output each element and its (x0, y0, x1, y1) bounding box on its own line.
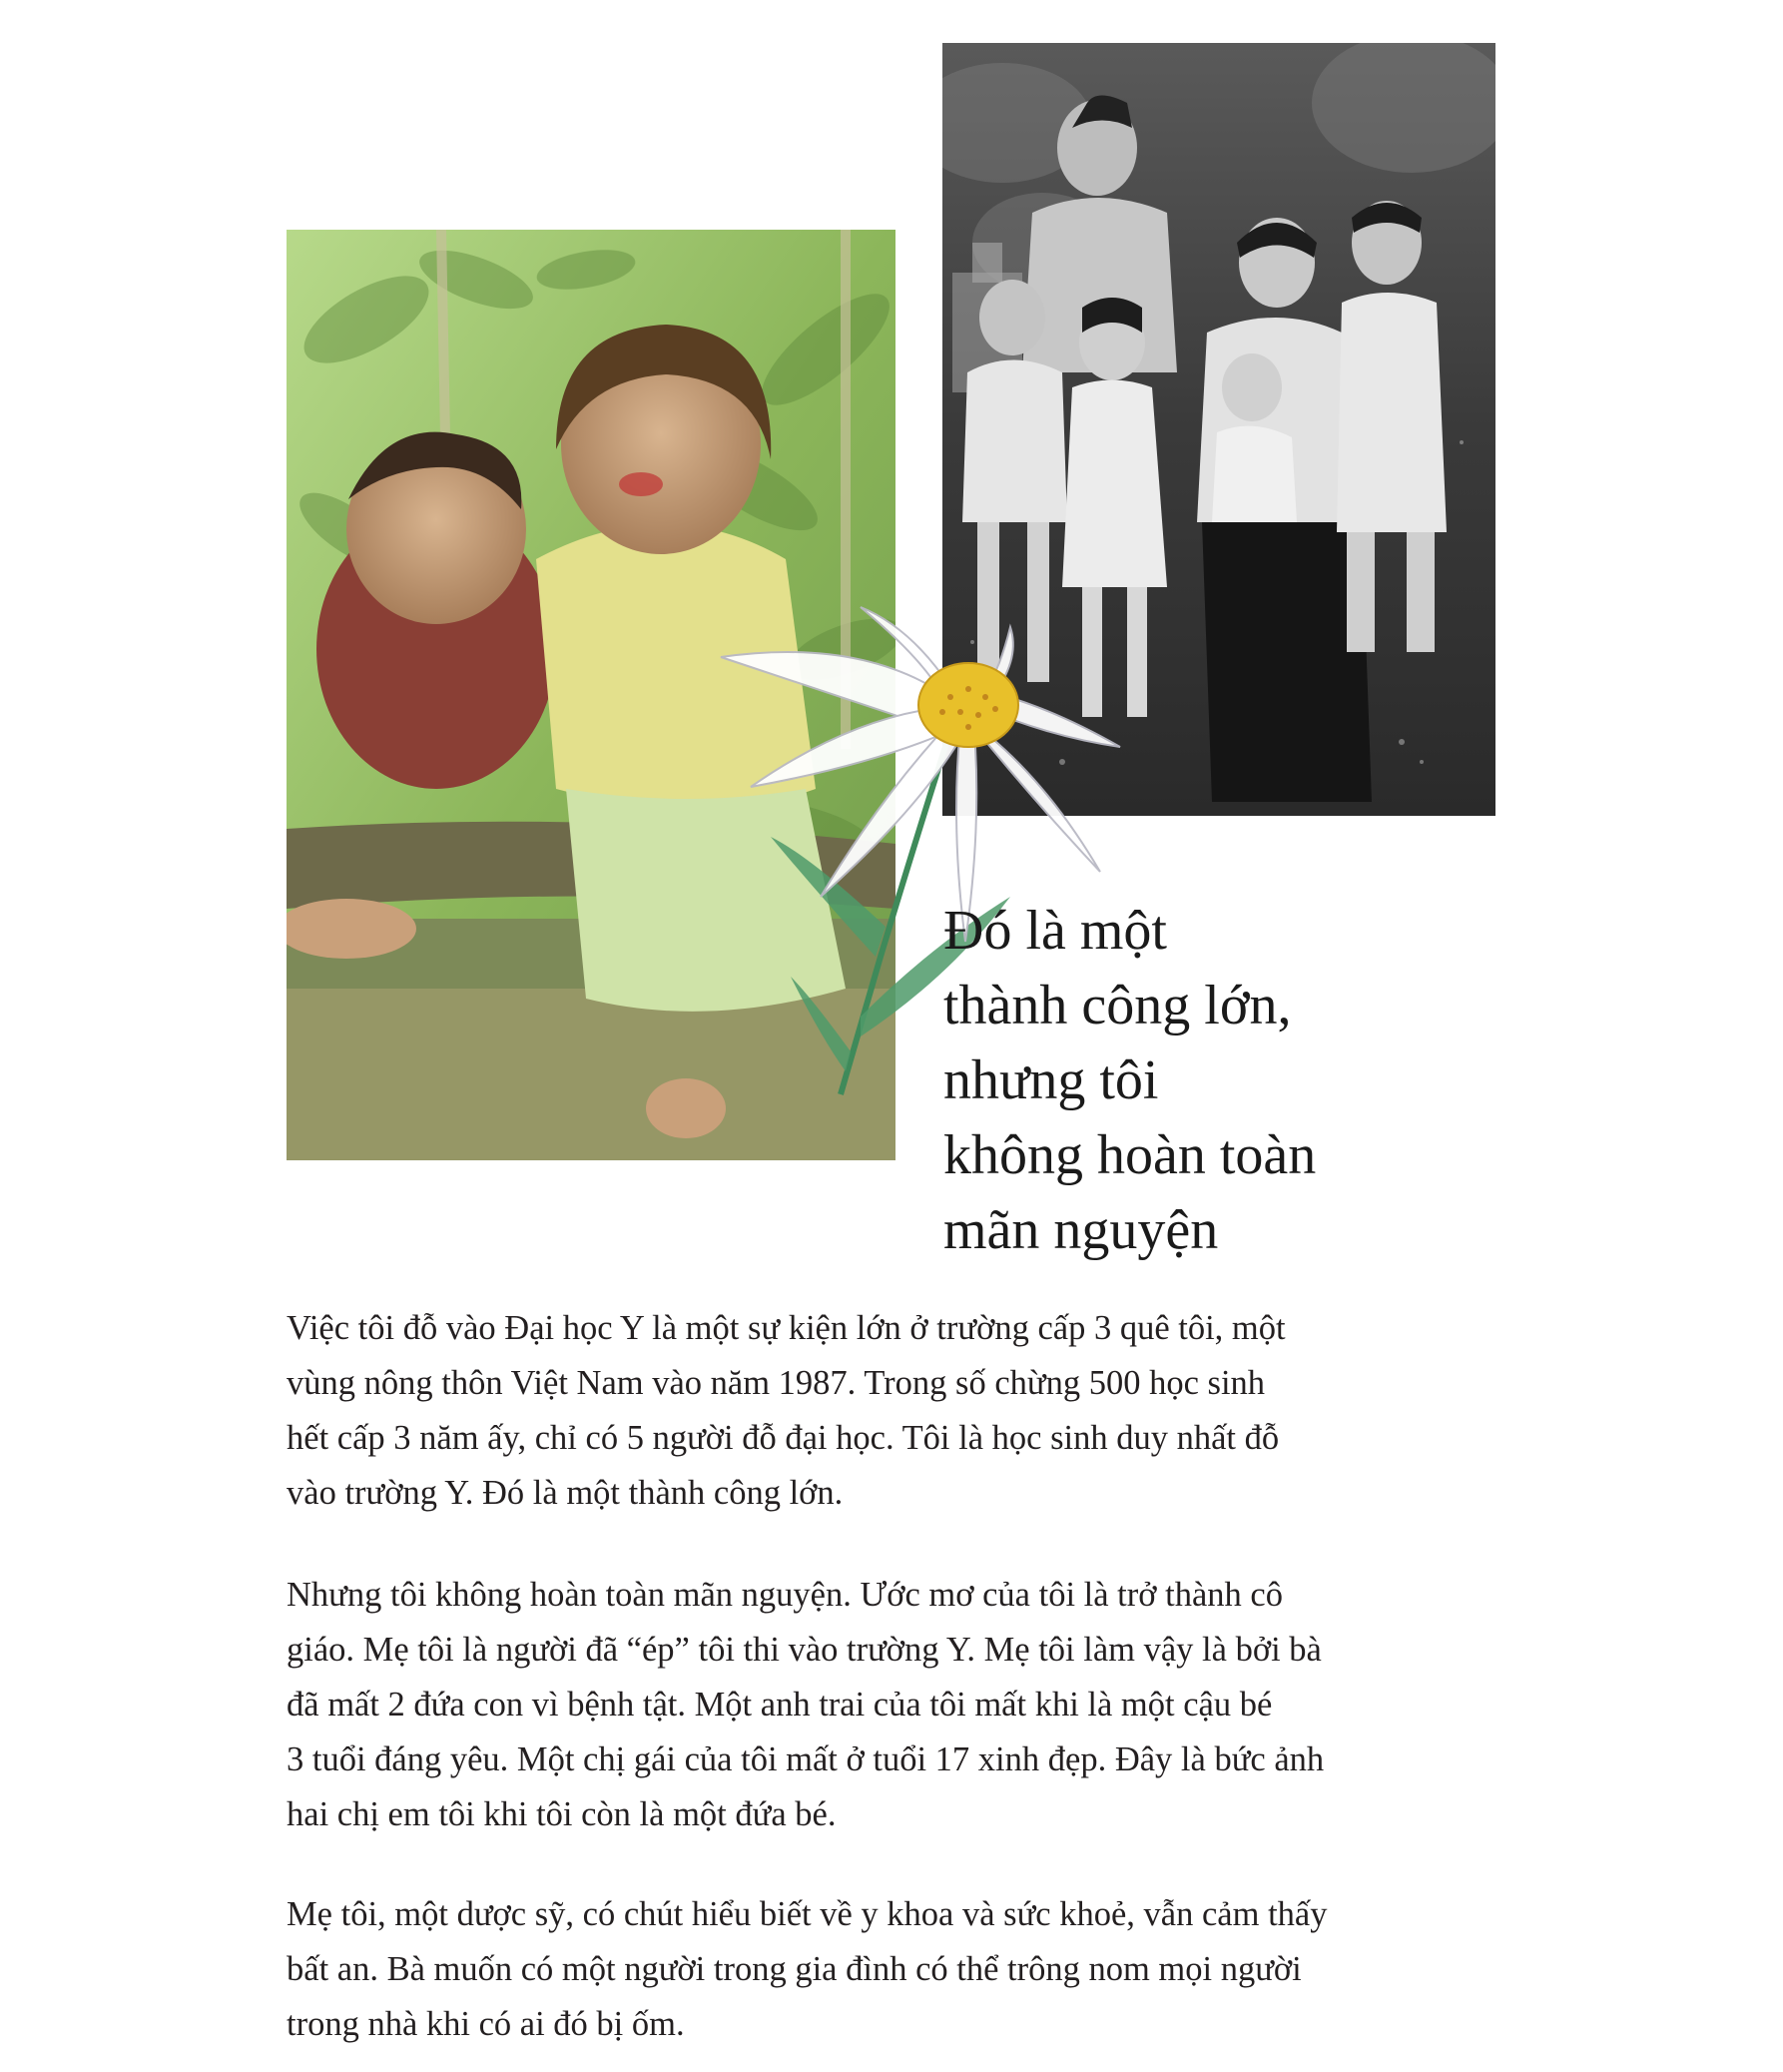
pull-quote-line: mãn nguyện (943, 1199, 1219, 1261)
paragraph-line: Mẹ tôi, một dược sỹ, có chút hiểu biết về y khoa và sức khoẻ, vẫn cảm thấy (287, 1895, 1328, 1933)
paragraph-line: đã mất 2 đứa con vì bệnh tật. Một anh trai của tôi mất khi là một cậu bé (287, 1686, 1273, 1724)
pull-quote-line: thành công lớn, (943, 975, 1292, 1036)
pull-quote-line: nhưng tôi (943, 1049, 1159, 1111)
pull-quote-line: Đó là một (943, 900, 1167, 962)
body-paragraph (287, 1301, 1499, 1521)
paragraph-line: trong nhà khi có ai đó bị ốm. (287, 2005, 685, 2043)
paragraph-line: Nhưng tôi không hoàn toàn mãn nguyện. Ước mơ của tôi là trở thành cô (287, 1576, 1283, 1614)
paragraph-line: hết cấp 3 năm ấy, chỉ có 5 người đỗ đại học. Tôi là học sinh duy nhất đỗ (287, 1419, 1280, 1457)
paragraph-line: giáo. Mẹ tôi là người đã “ép” tôi thi vào trường Y. Mẹ tôi làm vậy là bởi bà (287, 1631, 1322, 1669)
paragraph-line: hai chị em tôi khi tôi còn là một đứa bé. (287, 1795, 837, 1833)
pull-quote-line: không hoàn toàn (943, 1124, 1317, 1186)
paragraph-line: vùng nông thôn Việt Nam vào năm 1987. Trong số chừng 500 học sinh (287, 1364, 1266, 1402)
paragraph-line: Việc tôi đỗ vào Đại học Y là một sự kiện lớn ở trường cấp 3 quê tôi, một (287, 1309, 1286, 1347)
paragraph-line: bất an. Bà muốn có một người trong gia đình có thể trông nom mọi người (287, 1950, 1302, 1988)
body-paragraph (287, 1887, 1499, 2052)
body-paragraph (287, 1568, 1499, 1842)
paragraph-line: 3 tuổi đáng yêu. Một chị gái của tôi mất ở tuổi 17 xinh đẹp. Đây là bức ảnh (287, 1740, 1325, 1778)
pull-quote (943, 894, 1463, 1268)
paragraph-line: vào trường Y. Đó là một thành công lớn. (287, 1474, 844, 1512)
